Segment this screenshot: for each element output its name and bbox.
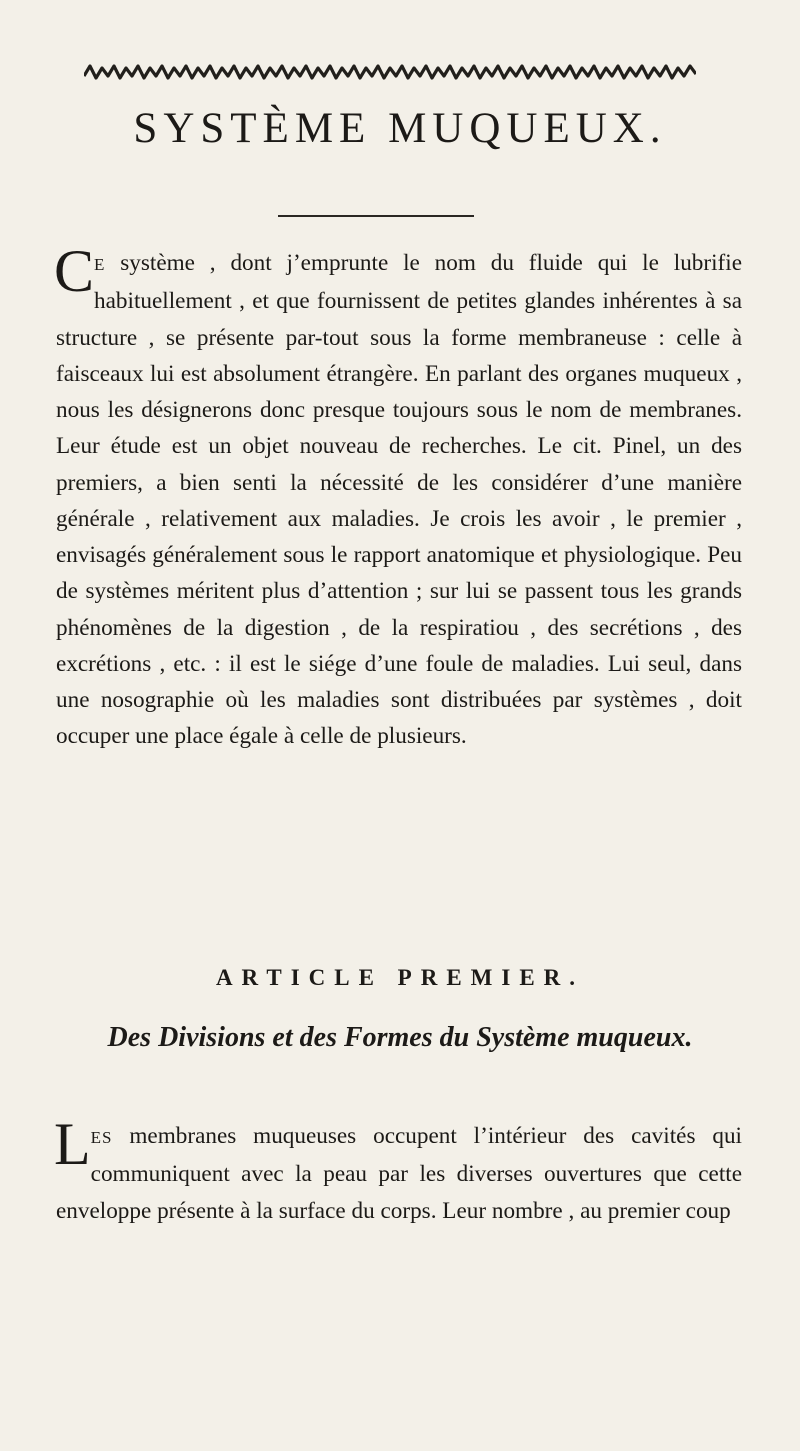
intro-text: système , dont j’emprunte le nom du fluide qui le lubrifie habituellement , et que fournissent de petites glandes inhérentes à sa structure , se présente par-tout sous la forme membraneuse : celle à faisceaux lui est absolument étrangère. En parlant des organes muqueux , nous les désignerons donc presque toujours sous le nom de membranes. Leur étude est un objet nouveau de recherches. Le cit. Pinel, un des premiers, a bien senti la nécessité de les considérer d’une manière générale , relativement aux maladies. Je crois les avoir , le premier , envisagés généralement sous le rapport anatomique et physiologique. Peu de systèmes méritent plus d’attention ; sur lui se passent tous les grands phénomènes de la digestion , de la respiratiou , des secrétions , des excrétions , etc. : il est le siége d’une foule de maladies. Lui seul, dans une nosographie où les maladies sont distribuées par systèmes , doit occuper une place égale à celle de plusieurs. — [56, 250, 742, 750]
drop-cap: C — [54, 238, 95, 304]
intro-paragraph — [54, 238, 742, 755]
article-paragraph — [54, 1111, 742, 1229]
article-heading: ARTICLE PREMIER. — [215, 965, 585, 990]
first-word-rest: ES — [90, 1128, 113, 1147]
decorative-border-ornament — [84, 60, 696, 86]
article-subtitle: Des Divisions et des Formes du Système muqueux. — [107, 1022, 693, 1053]
drop-cap: L — [54, 1111, 91, 1177]
title-rule-divider — [278, 215, 474, 217]
first-word-rest: E — [94, 255, 106, 274]
article-text: membranes muqueuses occupent l’intérieur des cavités qui communiquent avec la peau par les diverses ouvertures que cette enveloppe présente à la surface du corps. Leur nombre , au premier coup — [56, 1123, 742, 1224]
page-title: SYSTÈME MUQUEUX. — [133, 105, 667, 152]
